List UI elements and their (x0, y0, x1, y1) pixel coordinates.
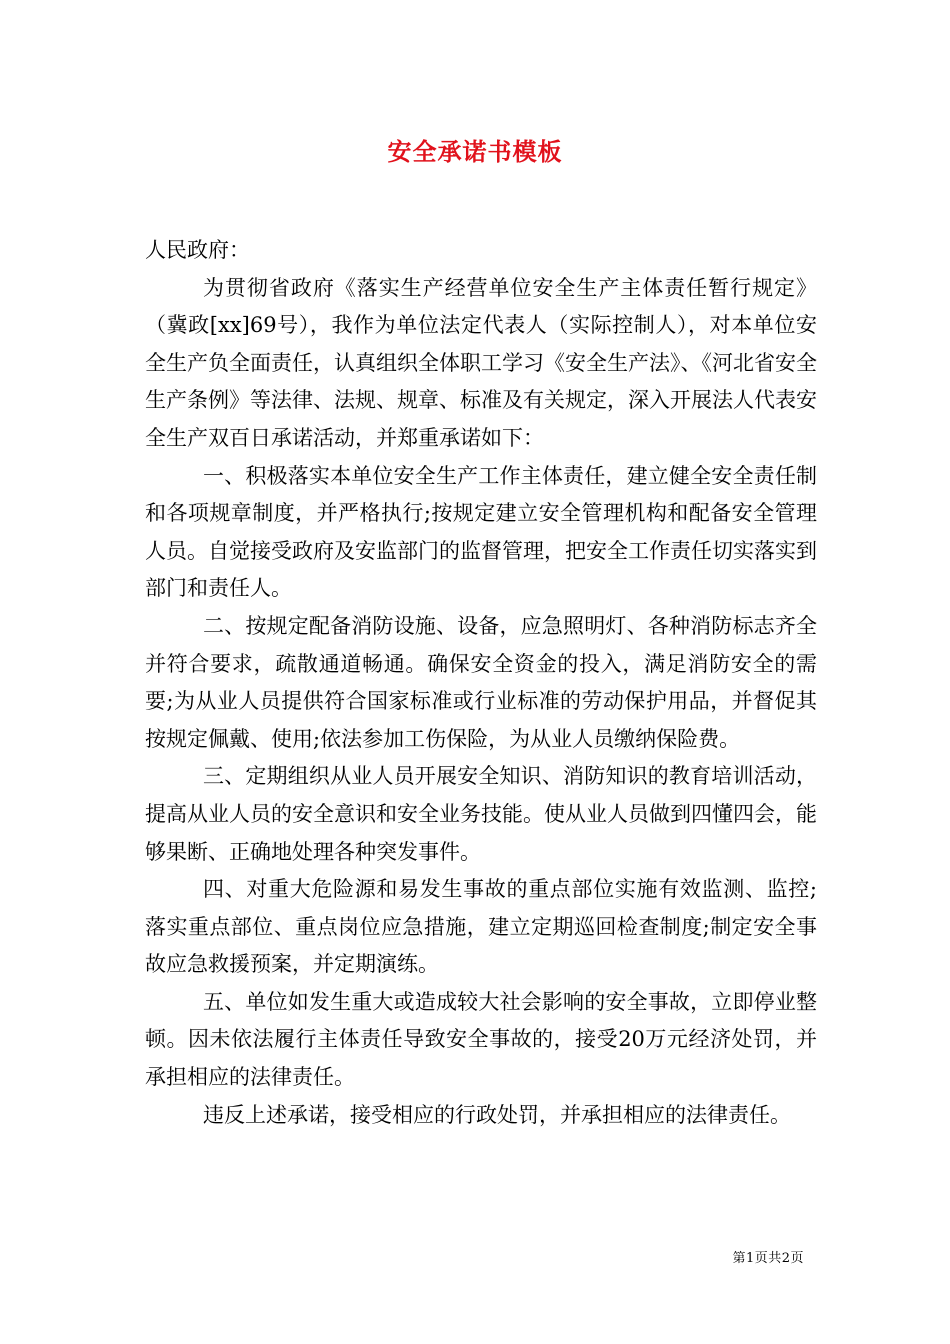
paragraph-item-4: 四、对重大危险源和易发生事故的重点部位实施有效监测、监控;落实重点部位、重点岗位应急措施，建立定期巡回检查制度;制定安全事故应急救援预案，并定期演练。 (145, 877, 817, 977)
paragraph-closing: 违反上述承诺，接受相应的行政处罚，并承担相应的法律责任。 (203, 1102, 791, 1127)
paragraph-item-3: 三、定期组织从业人员开展安全知识、消防知识的教育培训活动，提高从业人员的安全意识和安全业务技能。使从业人员做到四懂四会，能够果断、正确地处理各种突发事件。 (145, 764, 817, 864)
paragraph-item-5: 五、单位如发生重大或造成较大社会影响的安全事故，立即停业整顿。因未依法履行主体责任导致安全事故的，接受20万元经济处罚，并承担相应的法律责任。 (145, 989, 817, 1090)
paragraph-item-1: 一、积极落实本单位安全生产工作主体责任，建立健全安全责任制和各项规章制度，并严格执行;按规定建立安全管理机构和配备安全管理人员。自觉接受政府及安监部门的监督管理，把安全工作责任切实落实到部门和责任人。 (145, 463, 817, 601)
paragraph-intro: 为贯彻省政府《落实生产经营单位安全生产主体责任暂行规定》（冀政[xx]69号），我作为单位法定代表人（实际控制人），对本单位安全生产负全面责任，认真组织全体职工学习《安全生产法》、《河北省安全生产条例》等法律、法规、规章、标准及有关规定，深入开展法人代表安全生产双百日承诺活动，并郑重承诺如下： (145, 275, 817, 450)
document-body (145, 232, 817, 1134)
document-title: 安全承诺书模板 (387, 137, 563, 166)
page-indicator: 第1页共2页 (732, 1251, 804, 1266)
salutation: 人民政府： (145, 238, 250, 262)
paragraph-item-2: 二、按规定配备消防设施、设备，应急照明灯、各种消防标志齐全并符合要求，疏散通道畅通。确保安全资金的投入，满足消防安全的需要;为从业人员提供符合国家标准或行业标准的劳动保护用品，并督促其按规定佩戴、使用;依法参加工伤保险，为从业人员缴纳保险费。 (145, 613, 817, 751)
